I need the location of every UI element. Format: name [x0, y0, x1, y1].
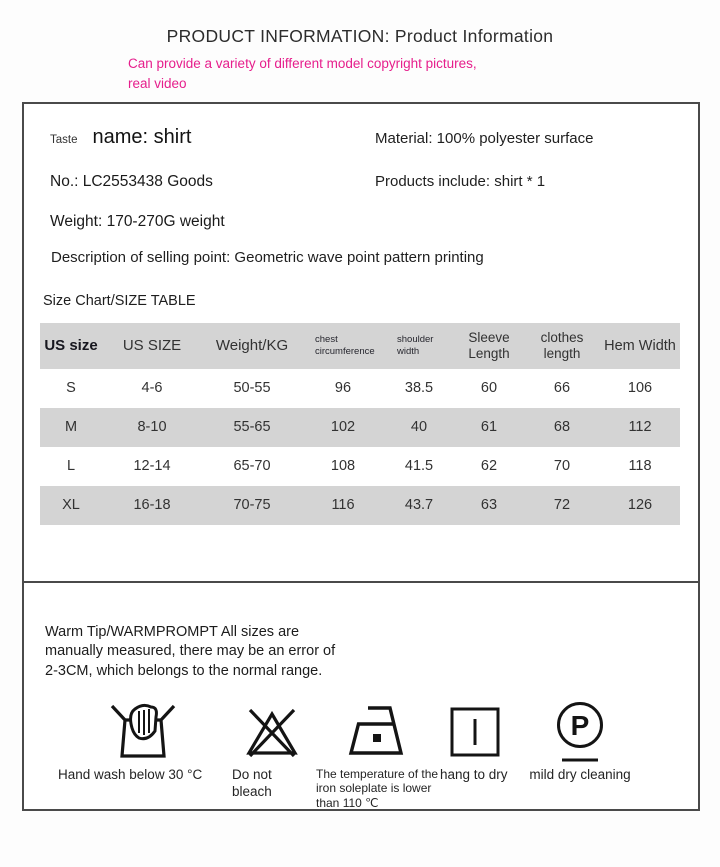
- size-chart-title: Size Chart/SIZE TABLE: [43, 292, 196, 309]
- material-text: Material: 100% polyester surface: [375, 129, 594, 147]
- dry-clean-letter: P: [570, 709, 590, 741]
- cell: 65-70: [233, 458, 271, 475]
- cell: 102: [330, 419, 356, 436]
- care-item-hang-dry: [440, 699, 510, 784]
- cell: 12-14: [133, 458, 171, 475]
- cell: 16-18: [133, 497, 171, 514]
- care-label-hand-wash: Hand wash below 30 °C: [58, 766, 203, 782]
- cell: 38.5: [404, 380, 434, 397]
- cell: 61: [480, 419, 498, 436]
- care-item-dry-clean: [510, 699, 650, 784]
- subtitle-note: [128, 54, 720, 94]
- size-row-l: [40, 447, 680, 486]
- size-row-m: [40, 408, 680, 447]
- cell: 50-55: [233, 380, 271, 397]
- cell: 40: [410, 419, 428, 436]
- cell: 112: [628, 419, 652, 436]
- care-label-do-not-bleach: Do not bleach: [232, 766, 272, 799]
- cell: 43.7: [404, 497, 434, 514]
- warm-tip-line-1: Warm Tip/WARMPROMPT All sizes are: [45, 623, 300, 640]
- cell: 60: [480, 380, 498, 397]
- warm-tip-line-2: manually measured, there may be an error of: [45, 643, 336, 660]
- iron-low-temp-icon: [316, 699, 440, 765]
- taste-label: Taste: [50, 133, 78, 146]
- size-row-s: [40, 369, 680, 408]
- cell: S: [66, 380, 76, 397]
- size-row-xl: [40, 486, 680, 525]
- col-us-size: US size: [44, 337, 98, 355]
- weight-text: Weight: 170-270G weight: [50, 212, 225, 230]
- item-number-text: No.: LC2553438 Goods: [50, 172, 213, 190]
- cell: 70-75: [233, 497, 271, 514]
- product-info-card: [22, 102, 700, 583]
- do-not-bleach-icon: [232, 699, 312, 765]
- col-sleeve-length: Sleeve Length: [468, 330, 510, 361]
- weight-row: [50, 213, 680, 231]
- hand-wash-icon: [58, 699, 228, 765]
- cell: 108: [330, 458, 356, 475]
- number-includes-row: [50, 173, 680, 191]
- cell: 68: [553, 419, 571, 436]
- mild-dry-clean-icon: [510, 699, 650, 765]
- hang-to-dry-icon: [440, 699, 510, 765]
- cell: L: [66, 458, 76, 475]
- subtitle-line-1: Can provide a variety of different model copyright pictures,: [128, 56, 477, 71]
- cell: 66: [553, 380, 571, 397]
- cell: M: [64, 419, 78, 436]
- cell: 41.5: [404, 458, 434, 475]
- care-label-iron-low: The temperature of the iron soleplate is lower than 110 ℃: [316, 766, 439, 811]
- col-chest-circumference: chest circumference: [315, 334, 375, 357]
- cell: 55-65: [233, 419, 271, 436]
- size-table: [40, 323, 680, 525]
- col-shoulder-width: shoulder width: [397, 334, 434, 357]
- size-table-header-row: [40, 323, 680, 369]
- cell: 118: [628, 458, 652, 475]
- page-title: PRODUCT INFORMATION: Product Information: [166, 26, 554, 46]
- col-weight-kg: Weight/KG: [215, 337, 289, 355]
- care-item-hand-wash: [58, 699, 228, 784]
- cell: 62: [480, 458, 498, 475]
- cell: 8-10: [137, 419, 167, 436]
- care-item-iron-low: [316, 699, 440, 811]
- warm-tip-text: [45, 623, 698, 681]
- care-symbols-row: [58, 699, 698, 811]
- cell: 4-6: [141, 380, 163, 397]
- care-instructions-card: [22, 581, 700, 811]
- cell: 72: [553, 497, 571, 514]
- care-label-dry-clean: mild dry cleaning: [529, 766, 631, 782]
- care-label-hang-dry: hang to dry: [440, 766, 508, 782]
- cell: 63: [480, 497, 498, 514]
- selling-point-text: Description of selling point: Geometric wave point pattern printing: [51, 248, 484, 266]
- name-block: [50, 126, 375, 149]
- product-name: name: shirt: [92, 125, 192, 148]
- care-item-do-not-bleach: [232, 699, 312, 800]
- col-hem-width: Hem Width: [604, 337, 676, 354]
- cell: 96: [334, 380, 352, 397]
- cell: XL: [62, 497, 80, 514]
- cell: 116: [331, 497, 355, 514]
- warm-tip-line-3: 2-3CM, which belongs to the normal range.: [45, 662, 323, 679]
- cell: 106: [627, 380, 653, 397]
- cell: 126: [627, 497, 653, 514]
- cell: 70: [553, 458, 571, 475]
- includes-text: Products include: shirt * 1: [375, 172, 546, 190]
- col-clothes-length: clothes length: [540, 330, 584, 361]
- name-material-row: [50, 104, 680, 149]
- col-us-size-caps: US SIZE: [122, 337, 182, 355]
- subtitle-line-2: real video: [128, 75, 187, 91]
